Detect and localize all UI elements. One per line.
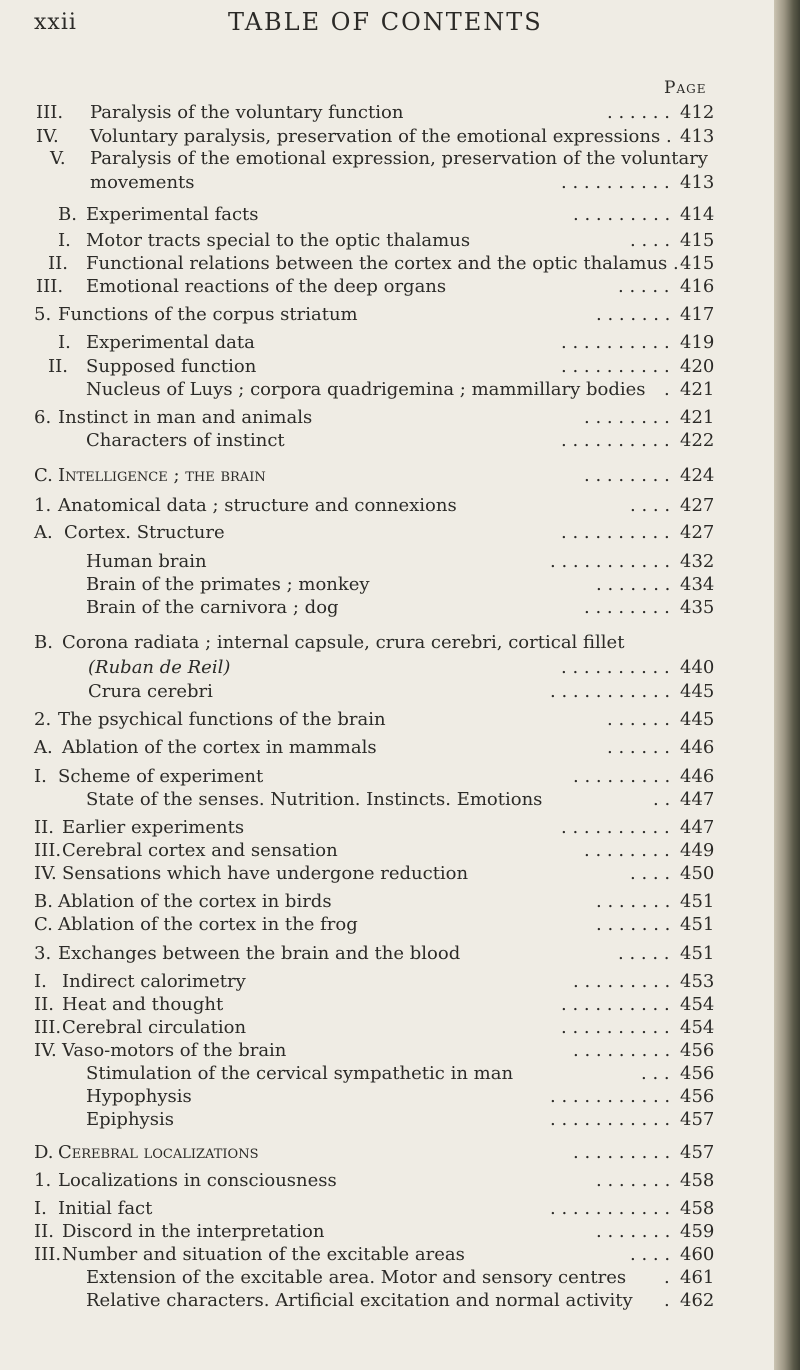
toc-entry	[0, 493, 760, 519]
toc-entry	[0, 679, 760, 705]
toc-entry-title: Extension of the excitable area. Motor and sensory centres	[86, 1267, 627, 1288]
toc-entry-label: II.	[48, 356, 68, 377]
toc-leader-dots: . . . . . . . .	[584, 407, 670, 428]
toc-entry-title: (Ruban de Reil)	[88, 657, 231, 678]
toc-entry-label: II.	[34, 817, 54, 838]
toc-entry-label: B.	[58, 204, 77, 225]
toc-entry-title: Indirect calorimetry	[62, 971, 246, 992]
toc-entry-page: 434	[680, 574, 715, 595]
toc-leader-dots: . . . . . . . . . . .	[550, 1198, 671, 1219]
toc-leader-dots: . . . . . . . . .	[573, 766, 671, 787]
toc-entry	[0, 707, 760, 733]
toc-entry-page: 445	[680, 709, 715, 730]
toc-entry-page: 453	[680, 971, 715, 992]
toc-entry-label: A.	[34, 522, 53, 543]
toc-entry-page: 460	[680, 1244, 715, 1265]
toc-entry-title: Experimental data	[86, 332, 255, 353]
toc-entry-page: 457	[680, 1142, 715, 1163]
toc-entry-page: 451	[680, 943, 715, 964]
toc-entry-label: IV.	[34, 1040, 57, 1061]
toc-leader-dots: . . . . . . .	[596, 574, 671, 595]
toc-entry	[0, 146, 760, 172]
toc-leader-dots: . . . . . . . . .	[573, 204, 671, 225]
toc-entry-page: 413	[680, 126, 715, 147]
toc-entry-page: 415	[680, 230, 715, 251]
toc-entry-page: 422	[680, 430, 715, 451]
toc-leader-dots: . . . . . . . . . . .	[550, 1109, 671, 1130]
toc-entry-title: Emotional reactions of the deep organs	[86, 276, 447, 297]
toc-entry-title: Hypophysis	[86, 1086, 192, 1107]
toc-entry-page: 451	[680, 891, 715, 912]
toc-entry-page: 427	[680, 522, 715, 543]
toc-entry-title: Initial fact	[58, 1198, 153, 1219]
toc-entry-title: Relative characters. Artificial excitation and normal activity	[86, 1290, 633, 1311]
toc-leader-dots: . . . . . . .	[596, 914, 671, 935]
toc-entry-label: 3.	[34, 943, 52, 964]
toc-entry-page: 417	[680, 304, 715, 325]
toc-entry	[0, 1288, 760, 1314]
toc-leader-dots: . . . .	[630, 230, 671, 251]
toc-entry	[0, 428, 760, 454]
toc-leader-dots: . . . . . . .	[596, 1170, 671, 1191]
toc-entry-title: Functional relations between the cortex and the optic thalamus	[86, 253, 668, 274]
toc-entry-title: Ablation of the cortex in the frog	[58, 914, 358, 935]
toc-leader-dots: . . . . . . . .	[584, 465, 670, 486]
toc-leader-dots: . . . . . .	[607, 709, 670, 730]
page-column-label: Page	[664, 78, 707, 98]
toc-entry-page: 461	[680, 1267, 715, 1288]
toc-entry-title: Exchanges between the brain and the blood	[58, 943, 461, 964]
toc-leader-dots: . . . . . . . . . .	[561, 332, 670, 353]
toc-leader-dots: . . . . . .	[607, 737, 670, 758]
toc-entry-label: 6.	[34, 407, 52, 428]
toc-leader-dots: . . . . . . . .	[584, 840, 670, 861]
toc-entry-page: 462	[680, 1290, 715, 1311]
toc-entry-label: C.	[34, 465, 53, 486]
toc-entry	[0, 787, 760, 813]
toc-entry-title: Paralysis of the voluntary function	[90, 102, 404, 123]
toc-leader-dots: . . . . . . . . .	[573, 1142, 671, 1163]
toc-leader-dots: . . . . . . . . . .	[561, 430, 670, 451]
toc-leader-dots: . . . .	[630, 863, 671, 884]
toc-entry-label: 2.	[34, 709, 52, 730]
toc-entry-title: The psychical functions of the brain	[58, 709, 386, 730]
toc-entry-title: State of the senses. Nutrition. Instincts. Emotions	[86, 789, 543, 810]
toc-entry-title: Ablation of the cortex in birds	[58, 891, 332, 912]
toc-entry-page: 454	[680, 994, 715, 1015]
toc-leader-dots: .	[666, 126, 672, 147]
toc-entry-page: 446	[680, 766, 715, 787]
toc-entry-title: Instinct in man and animals	[58, 407, 313, 428]
toc-entry-title: Heat and thought	[62, 994, 224, 1015]
toc-entry	[0, 1168, 760, 1194]
toc-leader-dots: . . . . . . . . . .	[561, 817, 670, 838]
toc-entry-page: 416	[680, 276, 715, 297]
toc-leader-dots: . . . . . . . .	[584, 597, 670, 618]
toc-leader-dots: . . . . . . . . . .	[561, 994, 670, 1015]
toc-entry	[0, 330, 760, 356]
toc-entry-label: IV.	[34, 863, 57, 884]
toc-entry-page: 450	[680, 863, 715, 884]
page-number: xxii	[34, 10, 77, 35]
toc-entry-title: Scheme of experiment	[58, 766, 264, 787]
toc-entry-title: Localizations in consciousness	[58, 1170, 337, 1191]
toc-entry-title: Crura cerebri	[88, 681, 213, 702]
toc-entry-page: 412	[680, 102, 715, 123]
page-binding-edge	[774, 0, 800, 1370]
toc-entry-title: Corona radiata ; internal capsule, crura cerebri, cortical fillet	[62, 632, 625, 653]
toc-leader-dots: . . . . . .	[607, 102, 670, 123]
toc-entry-page: 447	[680, 789, 715, 810]
toc-entry-page: 457	[680, 1109, 715, 1130]
toc-leader-dots: . . . . . . . . . .	[561, 356, 670, 377]
toc-entry-label: II.	[34, 1221, 54, 1242]
toc-entry-label: II.	[34, 994, 54, 1015]
toc-entry-title: Human brain	[86, 551, 207, 572]
toc-entry-label: B.	[34, 632, 53, 653]
toc-entry	[0, 1107, 760, 1133]
toc-entry-title: Number and situation of the excitable areas	[62, 1244, 465, 1265]
toc-entry-label: 1.	[34, 495, 52, 516]
toc-entry-label: I.	[58, 230, 71, 251]
toc-entry-label: D.	[34, 1142, 54, 1163]
toc-leader-dots: . . . . . . . . . .	[561, 1017, 670, 1038]
toc-entry-page: 421	[680, 379, 715, 400]
toc-entry-label: II.	[48, 253, 68, 274]
toc-leader-dots: . . . . . . .	[596, 304, 671, 325]
toc-entry-label: IV.	[36, 126, 59, 147]
toc-entry-page: 421	[680, 407, 715, 428]
toc-entry	[0, 302, 760, 328]
toc-entry-page: 420	[680, 356, 715, 377]
toc-leader-dots: . . . . . . . . . .	[561, 657, 670, 678]
toc-leader-dots: . . . . . . . . . . .	[550, 1086, 671, 1107]
toc-entry-title: Motor tracts special to the optic thalamus	[86, 230, 471, 251]
page-header	[0, 6, 800, 46]
toc-entry-page: 424	[680, 465, 715, 486]
toc-entry	[0, 377, 760, 403]
toc-entry	[0, 463, 760, 489]
toc-entry-title: Cerebral circulation	[62, 1017, 247, 1038]
toc-entry-title: Functions of the corpus striatum	[58, 304, 358, 325]
toc-entry-title: Brain of the primates ; monkey	[86, 574, 370, 595]
toc-entry	[0, 735, 760, 761]
toc-entry-title: Voluntary paralysis, preservation of the emotional expressions	[90, 126, 661, 147]
toc-entry	[0, 941, 760, 967]
toc-entry-title: Anatomical data ; structure and connexions	[58, 495, 457, 516]
toc-entry-label: I.	[34, 1198, 47, 1219]
toc-entry-label: 1.	[34, 1170, 52, 1191]
toc-entry-page: 454	[680, 1017, 715, 1038]
toc-leader-dots: . . . . .	[618, 276, 670, 297]
toc-leader-dots: .	[664, 1290, 670, 1311]
toc-entry-title: Epiphysis	[86, 1109, 174, 1130]
toc-entry-title: Experimental facts	[86, 204, 259, 225]
toc-entry	[0, 595, 760, 621]
toc-entry-title: Cerebral cortex and sensation	[62, 840, 338, 861]
toc-entry-page: 458	[680, 1170, 715, 1191]
toc-entry-title: Cortex. Structure	[64, 522, 225, 543]
toc-leader-dots: .	[664, 1267, 670, 1288]
toc-entry	[0, 520, 760, 546]
toc-entry-title: Sensations which have undergone reduction	[62, 863, 469, 884]
toc-entry-page: 413	[680, 172, 715, 193]
toc-entry-label: V.	[50, 148, 66, 169]
toc-leader-dots: . .	[653, 789, 671, 810]
toc-leader-dots: . . .	[641, 1063, 670, 1084]
toc-entry-page: 456	[680, 1086, 715, 1107]
toc-leader-dots: . . . . . . . . .	[573, 971, 671, 992]
toc-leader-dots: .	[673, 253, 679, 274]
toc-leader-dots: . . . . . . .	[596, 1221, 671, 1242]
toc-leader-dots: . . . . . . . . . . .	[550, 681, 671, 702]
toc-entry-title: Characters of instinct	[86, 430, 285, 451]
toc-leader-dots: . . . .	[630, 495, 671, 516]
running-title: TABLE OF CONTENTS	[228, 8, 543, 36]
toc-entry	[0, 202, 760, 228]
toc-entry-label: III.	[34, 1244, 62, 1265]
toc-entry-page: 445	[680, 681, 715, 702]
toc-entry-title: Paralysis of the emotional expression, preservation of the voluntary	[90, 148, 708, 169]
toc-entry-page: 447	[680, 817, 715, 838]
toc-entry-label: I.	[34, 971, 47, 992]
toc-entry-page: 440	[680, 657, 715, 678]
toc-entry-page: 446	[680, 737, 715, 758]
toc-entry	[0, 274, 760, 300]
toc-leader-dots: . . . . . . . . .	[573, 1040, 671, 1061]
toc-leader-dots: . . . . . . . . . . .	[550, 551, 671, 572]
toc-entry-label: III.	[36, 276, 64, 297]
toc-entry	[0, 861, 760, 887]
toc-entry-label: I.	[58, 332, 71, 353]
toc-leader-dots: . . . . . . . . . .	[561, 522, 670, 543]
toc-entry-title: Stimulation of the cervical sympathetic in man	[86, 1063, 514, 1084]
toc-entry-label: C.	[34, 914, 53, 935]
toc-entry-title: Earlier experiments	[62, 817, 245, 838]
toc-entry-label: A.	[34, 737, 53, 758]
toc-entry-title: Supposed function	[86, 356, 257, 377]
toc-entry-page: 458	[680, 1198, 715, 1219]
toc-entry-label: III.	[34, 840, 62, 861]
toc-entry-title: Brain of the carnivora ; dog	[86, 597, 339, 618]
toc-entry-label: 5.	[34, 304, 52, 325]
toc-entry-title: Nucleus of Luys ; corpora quadrigemina ; mammillary bodies	[86, 379, 646, 400]
toc-leader-dots: . . . . . . . . . .	[561, 172, 670, 193]
toc-leader-dots: . . . . .	[618, 943, 670, 964]
toc-entry-page: 456	[680, 1040, 715, 1061]
toc-entry-title: Discord in the interpretation	[62, 1221, 325, 1242]
toc-entry	[0, 630, 760, 656]
toc-entry-title: Intelligence ; the brain	[58, 465, 266, 486]
toc-entry	[0, 912, 760, 938]
toc-entry	[0, 100, 760, 126]
toc-entry-page: 435	[680, 597, 715, 618]
toc-entry-title: Cerebral localizations	[58, 1142, 259, 1163]
toc-entry-label: B.	[34, 891, 53, 912]
toc-entry	[0, 655, 760, 681]
toc-entry-label: III.	[34, 1017, 62, 1038]
toc-entry	[0, 1140, 760, 1166]
toc-entry-label: I.	[34, 766, 47, 787]
toc-entry-title: movements	[90, 172, 195, 193]
toc-entry-page: 427	[680, 495, 715, 516]
toc-entry-page: 415	[680, 253, 715, 274]
toc-entry-page: 451	[680, 914, 715, 935]
toc-entry-page: 419	[680, 332, 715, 353]
toc-leader-dots: . . . . . . .	[596, 891, 671, 912]
toc-entry-title: Vaso-motors of the brain	[62, 1040, 287, 1061]
toc-entry	[0, 170, 760, 196]
toc-entry-page: 449	[680, 840, 715, 861]
toc-entry-label: III.	[36, 102, 64, 123]
toc-entry-page: 414	[680, 204, 715, 225]
toc-leader-dots: .	[664, 379, 670, 400]
toc-entry-page: 459	[680, 1221, 715, 1242]
toc-entry-page: 456	[680, 1063, 715, 1084]
toc-entry-title: Ablation of the cortex in mammals	[62, 737, 377, 758]
toc-entry-page: 432	[680, 551, 715, 572]
toc-leader-dots: . . . .	[630, 1244, 671, 1265]
